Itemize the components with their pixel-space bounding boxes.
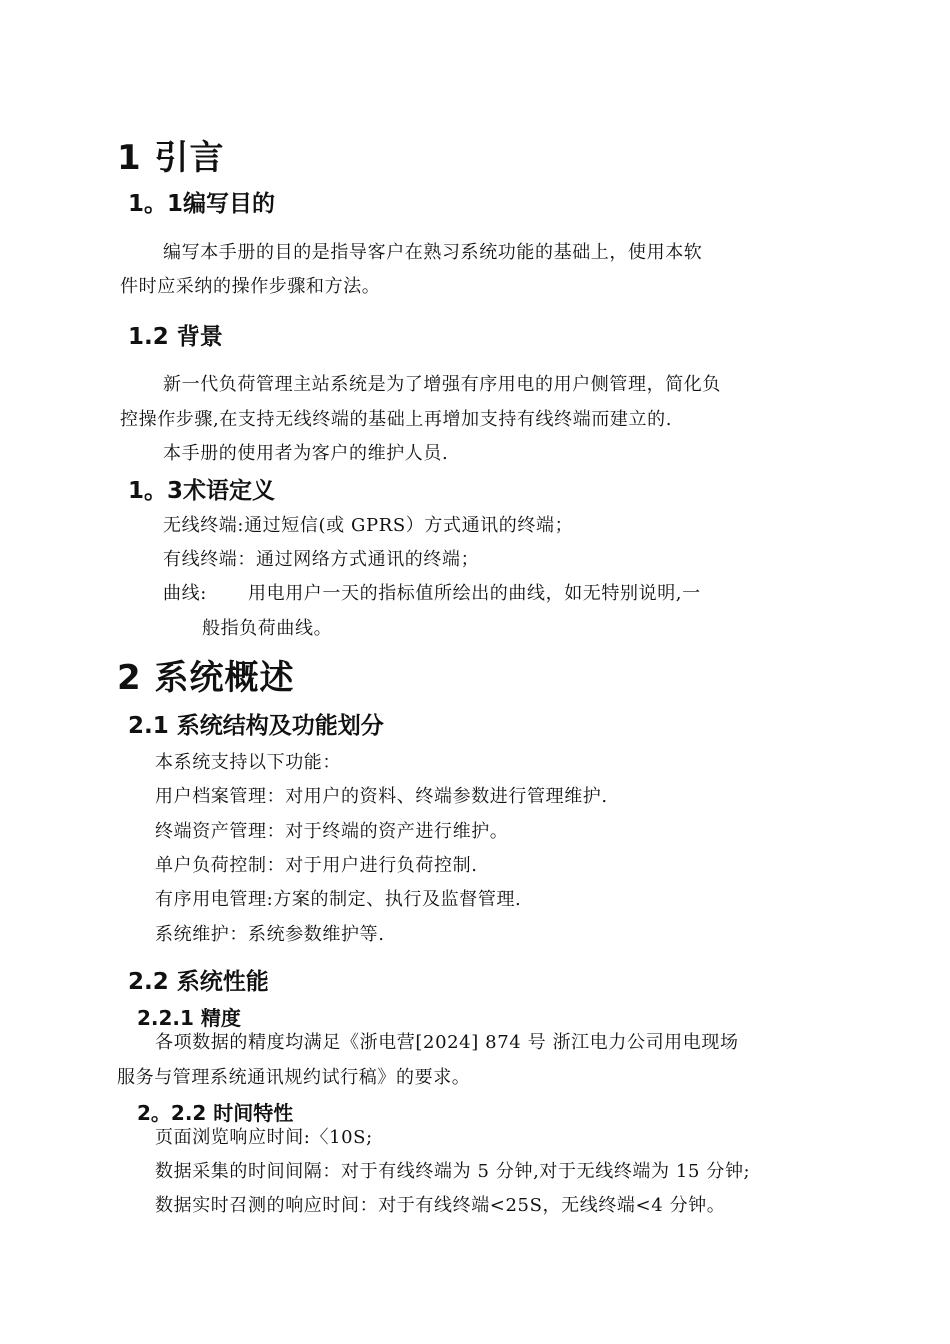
accuracy-paragraph-line-1: 各项数据的精度均满足《浙电营[2024] 874 号 浙江电力公司用电现场 xyxy=(155,1032,739,1053)
function-list-item: 本系统支持以下功能： xyxy=(155,752,341,773)
term-wired-terminal: 有线终端：通过网络方式通讯的终端； xyxy=(163,549,480,570)
timing-list-item: 页面浏览响应时间:〈10S; xyxy=(155,1127,373,1148)
heading-2-2-2-timing: 2。2.2 时间特性 xyxy=(137,1101,294,1125)
heading-2-1-structure: 2.1 系统结构及功能划分 xyxy=(128,713,384,739)
purpose-paragraph-line-1: 编写本手册的目的是指导客户在熟习系统功能的基础上，使用本软 xyxy=(163,242,703,263)
function-list-item: 系统维护：系统参数维护等. xyxy=(155,924,385,945)
purpose-paragraph-line-2: 件时应采纳的操作步骤和方法。 xyxy=(120,276,381,297)
term-curve-label: 曲线: xyxy=(163,583,207,604)
function-list-item: 单户负荷控制：对于用户进行负荷控制. xyxy=(155,855,478,876)
timing-list-item: 数据实时召测的响应时间：对于有线终端<25S，无线终端<4 分钟。 xyxy=(155,1195,726,1216)
background-paragraph-line-1: 新一代负荷管理主站系统是为了增强有序用电的用户侧管理，简化负 xyxy=(163,374,721,395)
heading-2-2-1-accuracy: 2.2.1 精度 xyxy=(137,1006,241,1030)
timing-list-item: 数据采集的时间间隔：对于有线终端为 5 分钟,对于无线终端为 15 分钟; xyxy=(155,1161,751,1182)
heading-2-2-performance: 2.2 系统性能 xyxy=(128,969,269,995)
heading-1-3-terms: 1。3术语定义 xyxy=(128,478,276,504)
function-list-item: 有序用电管理:方案的制定、执行及监督管理. xyxy=(155,889,522,910)
term-wireless-terminal: 无线终端:通过短信(或 GPRS）方式通讯的终端； xyxy=(163,515,574,536)
heading-1-2-background: 1.2 背景 xyxy=(128,324,223,350)
heading-2-system-overview: 2 系统概述 xyxy=(117,658,295,698)
accuracy-paragraph-line-2: 服务与管理系统通讯规约试行稿》的要求。 xyxy=(117,1067,471,1088)
background-paragraph-2: 本手册的使用者为客户的维护人员. xyxy=(163,443,449,464)
function-list-item: 终端资产管理：对于终端的资产进行维护。 xyxy=(155,821,509,842)
heading-1-1-purpose: 1。1编写目的 xyxy=(128,191,276,217)
heading-1-introduction: 1 引言 xyxy=(117,138,225,178)
term-curve-line-1: 用电用户一天的指标值所绘出的曲线，如无特别说明,一 xyxy=(248,583,701,604)
background-paragraph-line-2: 控操作步骤,在支持无线终端的基础上再增加支持有线终端而建立的. xyxy=(120,409,673,430)
term-curve-line-2: 般指负荷曲线。 xyxy=(202,618,333,639)
function-list-item: 用户档案管理：对用户的资料、终端参数进行管理维护. xyxy=(155,786,608,807)
